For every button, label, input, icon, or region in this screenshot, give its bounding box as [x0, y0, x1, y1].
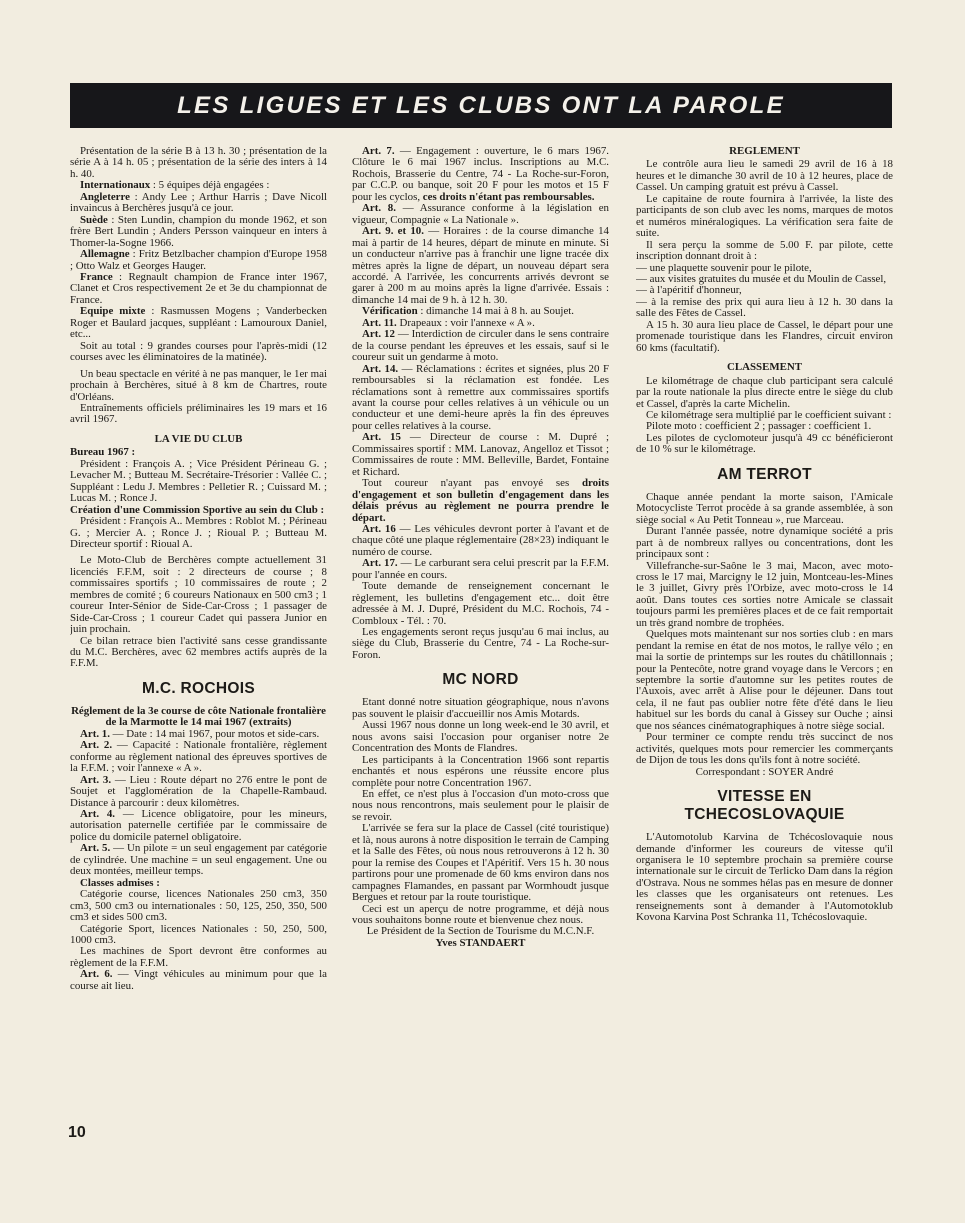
paragraph: Art. 17. — Le carburant sera celui prescrit par la F.F.M. pour l'année en cours. [352, 557, 609, 581]
paragraph: France : Regnault champion de France inter 1967, Clanet et Cros respectivement 2e et 3e du championnat de France. [70, 270, 327, 306]
section-title: VITESSE EN TCHECOSLOVAQUIE [684, 788, 845, 824]
column-3 [636, 146, 893, 1136]
paragraph: Art. 2. — Capacité : Nationale frontalière, règlement conforme au règlement national des épreuves sportives de la F.F.M. ; voir l'annexe « A ». [70, 739, 327, 775]
paragraph: Le capitaine de route fournira à l'arrivée, la liste des participants de son club avec les noms, marques de motos et numéros minéralogiques. La vérification sera faite de suite. [636, 192, 893, 240]
paragraph: Art. 7. — Engagement : ouverture, le 6 mars 1967. Clôture le 6 mai 1967 inclus. Inscriptions au M.C. Rochois, Brasserie du Centre, 74 - La Roche-sur-Foron, par C.C.P. ou banque, soit 20 F pour les motos et 15 F pour les cyclos, ces droits n'étant pas remboursables. [352, 146, 609, 203]
paragraph: Les engagements seront reçus jusqu'au 6 mai inclus, au siège du Club, Brasserie du Centre, 74 - La Roche-sur-Foron. [352, 626, 609, 661]
paragraph: Les participants à la Concentration 1966 sont repartis enchantés et nous espérons une réussite encore plus complète pour notre Concentration 1967. [352, 753, 609, 789]
paragraph: Art. 6. — Vingt véhicules au minimum pour que la course ait lieu. [70, 968, 327, 992]
paragraph: Pour terminer ce compte rendu très succinct de nos activités, quelques mots pour remercier les commerçants de Dijon de tous les dons qu'ils font à notre société. [636, 731, 893, 767]
paragraph: Entraînements officiels préliminaires les 19 mars et 16 avril 1967. [70, 401, 327, 426]
column-1 [70, 146, 327, 1136]
paragraph: Vérification : dimanche 14 mai à 8 h. au Soujet. [362, 305, 575, 318]
paragraph: Création d'une Commission Sportive au sein du Club : [70, 503, 325, 516]
signature-name: Yves STANDAERT [435, 936, 526, 949]
paragraph: L'Automotolub Karvina de Tchécoslovaquie nous demande d'informer les coureurs de vitesse qu'il organisera le 10 septembre prochain sa première course internationale sur le circuit de Terlicko Dam dans la région d'Ostrava. Nous ne sommes hélas pas en mesure de donner les classes que les organisateurs ont retenues. Les renseignements sont à demander à l'Automotoklub Kovona Karvina Post Schranka 11, Tchécoslovaquie. [636, 831, 893, 924]
paragraph: Art. 9. et 10. — Horaires : de la course dimanche 14 mai à partir de 14 heures, départ de minute en minute. Si un conducteur n'arrive pas à franchir une ligne tracée dix mètres après la ligne de départ, un nouveau départ sera accordé. A l'arrivée, les concurrents arrivés devront se garer à 200 m au moins après la ligne d'arrivée. Essais : dimanche 14 mai de 9 h. à 12 h. 30. [352, 225, 609, 306]
paragraph: Equipe mixte : Rasmussen Mogens ; Vanderbecken Roger et Baulard jacques, suppléant : Lamouroux Daniel, etc... [70, 305, 327, 341]
paragraph: Le kilométrage de chaque club participant sera calculé par la route nationale la plus directe entre le siège du club et Cassel, d'après la carte Michelin. [636, 374, 893, 410]
page-number: 10 [68, 1124, 86, 1141]
paragraph: Toute demande de renseignement concernant le règlement, les bulletins d'engagement etc... doit être adressée à M. J. Dupré, Président du M.C. Rochois, 74 - Combloux - Tél. : 70. [352, 580, 609, 627]
paragraph: Art. 8. — Assurance conforme à la législation en vigueur, Compagnie « La Nationale ». [352, 202, 609, 226]
paragraph: L'arrivée se fera sur la place de Cassel (cité touristique) et là, nous aurons à notre disposition le terrain de Camping et la Salle des Fêtes, où nous nous retrouverons à 12 h. 30 pour la remise des Coupes et l'Apéritif. Vers 15 h. 30 nous partirons pour une promenade de 60 kms environ dans nos campagnes Flamandes, en passant par Wormhoudt jusque Bergues et retour par la route touristique. [352, 822, 609, 904]
paragraph: Art. 5. — Un pilote = un seul engagement par catégorie de cylindrée. Une machine = un seul engagement. Une ou deux montées, meilleur temps. [70, 842, 327, 878]
paragraph: Président : François A. ; Vice Président Périneau G. ; Levacher M. ; Butteau M. Secrétaire-Trésorier : Vallée C. ; Suppléant : Ledu J. Membres : Pelletier R. ; Cuissard M. ; Lucas M. ; Ronce J. [70, 457, 327, 505]
paragraph: Pilote moto : coefficient 2 ; passager : coefficient 1. [646, 420, 872, 433]
correspondent: Correspondant : SOYER André [695, 765, 834, 778]
section-title: M.C. ROCHOIS [142, 679, 255, 697]
paragraph: Ce bilan retrace bien l'activité sans cesse grandissante du M.C. Berchères, avec 62 membres actifs auprès de la F.F.M. [70, 634, 327, 670]
paragraph: Aussi 1967 nous donne un long week-end le 30 avril, et nous avons saisi l'occasion pour organiser notre 2e Concentration des Monts de Flandres. [352, 719, 609, 755]
list-item: — à la remise des prix qui aura lieu à 12 h. 30 dans la salle des Fêtes de Cassel. [636, 295, 893, 320]
banner-title: LES LIGUES ET LES CLUBS ONT LA PAROLE [177, 91, 785, 119]
section-subtitle: LA VIE DU CLUB [154, 432, 243, 445]
paragraph: Un beau spectacle en vérité à ne pas manquer, le 1er mai prochain à Berchères, situé à 8 km de Chartres, route d'Orléans. [70, 367, 327, 403]
paragraph: Tout coureur n'ayant pas envoyé ses droits d'engagement et son bulletin d'engagement dans les délais prévus au règlement ne pourra prendre le départ. [352, 477, 609, 524]
paragraph: Suède : Sten Lundin, champion du monde 1962, et son frère Bert Lundin ; Anders Persson vainqueur en inters à Thomer-la-Sogne 1966. [70, 213, 327, 249]
paragraph: Internationaux : 5 équipes déjà engagées : [80, 179, 270, 192]
paragraph: Art. 1. — Date : 14 mai 1967, pour motos et side-cars. [80, 727, 320, 740]
paragraph: Ceci est un aperçu de notre programme, et déjà nous vous souhaitons bonne route et bienvenue chez nous. [352, 902, 609, 926]
paragraph: Réglement de la 3e course de côte Nationale frontalière de la Marmotte le 14 mai 1967 (extraits) [71, 704, 326, 729]
paragraph: Art. 12 — Interdiction de circuler dans le sens contraire de la course pendant les épreuves et les essais, sauf si le coureur suit un gendarme à moto. [352, 328, 609, 364]
paragraph: Angleterre : Andy Lee ; Arthur Harris ; Dave Nicoll invaincus à Berchères jusqu'à ce jour. [70, 190, 327, 215]
paragraph: Catégorie course, licences Nationales 250 cm3, 350 cm3, 500 cm3 ou internationales : 50, 125, 250, 350, 500 cm3 et sides 500 cm3. [70, 888, 327, 924]
paragraph: Art. 3. — Lieu : Route départ no 276 entre le pont de Soujet et l'agglomération de la Chapelle-Rambaud. Distance à parcourir : deux kilomètres. [70, 773, 327, 809]
section-title: MC NORD [442, 671, 519, 689]
paragraph: Art. 15 — Directeur de course : M. Dupré ; Commissaires sportif : MM. Lanovaz, Angelloz et Tissot ; Commissaires de route : MM. Belleville, Bardet, Fontaine et Richard. [352, 431, 609, 478]
paragraph: Président : François A.. Membres : Roblot M. ; Périneau G. ; Mercier A. ; Ronce J. ; Rioual P. ; Butteau M. Directeur sportif : Rioual A. [70, 515, 327, 550]
list-item: — à l'apéritif d'honneur, [636, 284, 742, 297]
section-subtitle: CLASSEMENT [726, 361, 803, 374]
header-banner [70, 83, 892, 128]
paragraph: En effet, ce n'est plus à l'occasion d'un moto-cross que nous nous rencontrons, mais seulement pour le plaisir de se revoir. [352, 788, 609, 823]
paragraph: A 15 h. 30 aura lieu place de Cassel, le départ pour une promenade touristique dans les Flandres, circuit environ 60 kms (facultatif). [636, 318, 893, 354]
paragraph: Art. 16 — Les véhicules devront porter à l'avant et de chaque côté une plaque réglementaire (28×23) indiquant le numéro de course. [352, 522, 609, 558]
paragraph: Art. 4. — Licence obligatoire, pour les mineurs, autorisation paternelle certifiée par le commissaire de police du domicile paternel obligatoire. [70, 808, 327, 843]
list-item: — une plaquette souvenir pour le pilote, [636, 261, 812, 274]
paragraph: Ce kilométrage sera multiplié par le coefficient suivant : [646, 408, 892, 421]
paragraph: Classes admises : [80, 876, 160, 889]
section-subtitle: REGLEMENT [729, 146, 800, 157]
paragraph: Etant donné notre situation géographique, nous n'avons pas souvent le plaisir d'accueillir nos Amis Motards. [352, 696, 609, 720]
paragraph: Le Moto-Club de Berchères compte actuellement 31 licenciés F.F.M, soit : 2 directeurs de course ; 8 commissaires sportifs ; 10 commissaires de route ; 2 membres de comité ; 6 coureurs Nationaux en 500 cm3 ; 1 coureur Inter-Sénior de Side-Car-Cross ; 1 passager de Side-Car-Cross ; 1 coureur Cadet qui passera Junior en juin prochain. [70, 554, 327, 636]
list-item: — aux visites gratuites du musée et du Moulin de Cassel, [636, 272, 887, 285]
paragraph: Quelques mots maintenant sur nos sorties club : en mars pendant la remise en état de nos motos, le rallye vélo ; en mai la sortie de printemps sur les routes du châtillonnais ; pour la Pentecôte, notre grand voyage dans le Vercors ; en septembre la sortie d'automne sur les petites routes de l'Auxois, avec arrêt à Alise pour le déjeuner. Dans tout cela, il ne faut pas oublier notre fête d'été dans le lieu habituel sur les bords du canal à Gissey sur Ouche ; ainsi que nos séances cinématographiques à notre siège social. [636, 628, 893, 732]
paragraph: Les pilotes de cyclomoteur jusqu'à 49 cc bénéficieront de 10 % sur le kilométrage. [636, 431, 893, 456]
paragraph: Le contrôle aura lieu le samedi 29 avril de 16 à 18 heures et le dimanche 30 avril de 10 à 12 heures, place de Cassel. Un camping gratuit est prévu à Cassel. [636, 158, 893, 194]
column-2 [352, 146, 609, 1121]
paragraph: Catégorie Sport, licences Nationales : 50, 250, 500, 1000 cm3. [70, 922, 327, 946]
paragraph: Durant l'année passée, notre dynamique société a pris part à de nombreux rallyes ou concentrations, dont les principaux sont : [636, 525, 893, 561]
section-title: AM TERROT [717, 465, 812, 483]
paragraph: Présentation de la série B à 13 h. 30 ; présentation de la série A à 14 h. 05 ; présentation de la série des inters à 14 h. 40. [70, 146, 327, 180]
paragraph: Chaque année pendant la morte saison, l'Amicale Motocycliste Terrot procède à sa grande assemblée, à son siège social « Au Petit Tonneau », rue Marceau. [636, 490, 893, 526]
paragraph: Villefranche-sur-Saône le 3 mai, Macon, avec moto-cross le 17 mai, Marcigny le 12 juin, Montceau-les-Mines le 3 juillet, Givry près l'Orbize, avec moto-cross le 14 août. Dans toutes ces sorties notre Amicale se classait toujours parmi les premières places et de ce fait remportait un très grand nombre de trophées. [636, 559, 893, 629]
paragraph: Art. 11. Drapeaux : voir l'annexe « A ». [362, 316, 535, 329]
paragraph: Bureau 1967 : [70, 446, 136, 459]
signature-line: Le Président de la Section de Tourisme du M.C.N.F. [366, 925, 595, 938]
paragraph: Allemagne : Fritz Betzlbacher champion d'Europe 1958 ; Otto Walz et Georges Hauger. [70, 248, 327, 272]
paragraph: Les machines de Sport devront être conformes au règlement de la F.F.M. [70, 945, 327, 969]
paragraph: Il sera perçu la somme de 5.00 F. par pilote, cette inscription donnant droit à : [636, 238, 893, 263]
paragraph: Soit au total : 9 grandes courses pour l'après-midi (12 courses avec les éliminatoires de la matinée). [70, 339, 327, 364]
paragraph: Art. 14. — Réclamations : écrites et signées, plus 20 F remboursables si la réclamation est fondée. Les réclamations sont à remettre aux commissaires sportifs avant la course pour celles relatives à un véhicule ou un conducteur et une demi-heure après la fin des épreuves pour celles relatives à la course. [352, 362, 609, 432]
